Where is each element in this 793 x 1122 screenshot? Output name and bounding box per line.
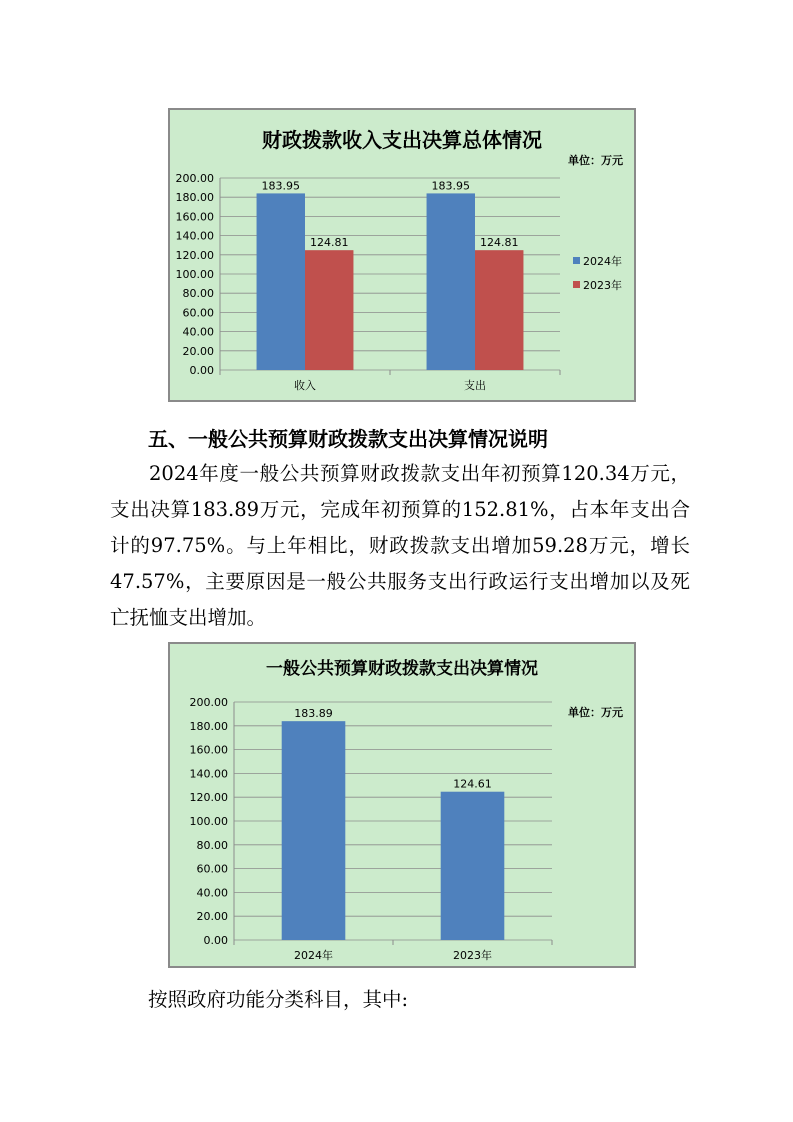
y-tick-label: 20.00 — [196, 910, 228, 924]
unit-label: 单位：万元 — [568, 706, 623, 719]
chart-title: 财政拨款收入支出决算总体情况 — [262, 128, 542, 152]
data-label: 124.61 — [453, 777, 492, 791]
y-tick-label: 140.00 — [175, 229, 214, 243]
legend-label: 2024年 — [583, 255, 622, 268]
y-tick-label: 180.00 — [189, 719, 228, 733]
y-tick-label: 60.00 — [196, 862, 228, 876]
y-tick-label: 100.00 — [189, 815, 228, 828]
y-tick-label: 40.00 — [196, 886, 228, 900]
y-tick-label: 180.00 — [175, 191, 214, 205]
y-tick-label: 0.00 — [189, 364, 214, 377]
bar — [257, 193, 305, 370]
x-category-label: 收入 — [294, 379, 316, 392]
bar — [282, 721, 346, 940]
unit-label: 单位：万元 — [568, 154, 623, 167]
data-label: 124.81 — [309, 236, 349, 250]
legend-label: 2023年 — [583, 279, 622, 292]
y-tick-label: 80.00 — [182, 287, 214, 301]
y-tick-label: 100.00 — [175, 268, 214, 281]
data-label: 183.95 — [261, 179, 301, 193]
y-tick-label: 160.00 — [189, 743, 228, 757]
data-label: 183.95 — [431, 179, 471, 193]
y-tick-label: 0.00 — [203, 934, 228, 947]
data-label: 124.81 — [479, 236, 519, 250]
bar — [475, 250, 523, 370]
legend-swatch — [573, 281, 580, 288]
bar — [441, 792, 505, 940]
chart-overall — [168, 108, 636, 402]
y-tick-label: 160.00 — [175, 210, 214, 224]
y-tick-label: 120.00 — [175, 248, 214, 262]
y-tick-label: 80.00 — [196, 838, 228, 852]
y-tick-label: 120.00 — [189, 791, 228, 805]
y-tick-label: 140.00 — [189, 767, 228, 781]
y-tick-label: 200.00 — [189, 696, 228, 709]
x-category-label: 2024年 — [294, 949, 333, 962]
section-paragraph: 2024年度一般公共预算财政拨款支出年初预算120.34万元，支出决算183.89万元，完成年初预算的152.81%，占本年支出合计的97.75%。与上年相比，财政拨款支出增加59.28万元，增长47.57%，主要原因是一般公共服务支出行政运行支出增加以及死亡抚恤支出增加。 — [110, 462, 690, 629]
y-tick-label: 60.00 — [182, 306, 214, 320]
closing-text: 按照政府功能分类科目，其中: — [148, 988, 409, 1011]
legend-swatch — [573, 257, 580, 264]
chart-plot — [170, 644, 634, 966]
y-tick-label: 40.00 — [182, 325, 214, 339]
section-heading: 五、一般公共预算财政拨款支出决算情况说明 — [148, 427, 548, 451]
x-category-label: 支出 — [464, 379, 486, 392]
bar — [305, 250, 353, 370]
chart-title: 一般公共预算财政拨款支出决算情况 — [266, 659, 538, 679]
y-tick-label: 200.00 — [175, 172, 214, 185]
chart-plot — [170, 110, 634, 400]
y-tick-label: 20.00 — [182, 344, 214, 358]
bar — [427, 193, 475, 370]
chart-expenditure — [168, 642, 636, 968]
data-label: 183.89 — [294, 707, 333, 721]
x-category-label: 2023年 — [453, 949, 492, 962]
